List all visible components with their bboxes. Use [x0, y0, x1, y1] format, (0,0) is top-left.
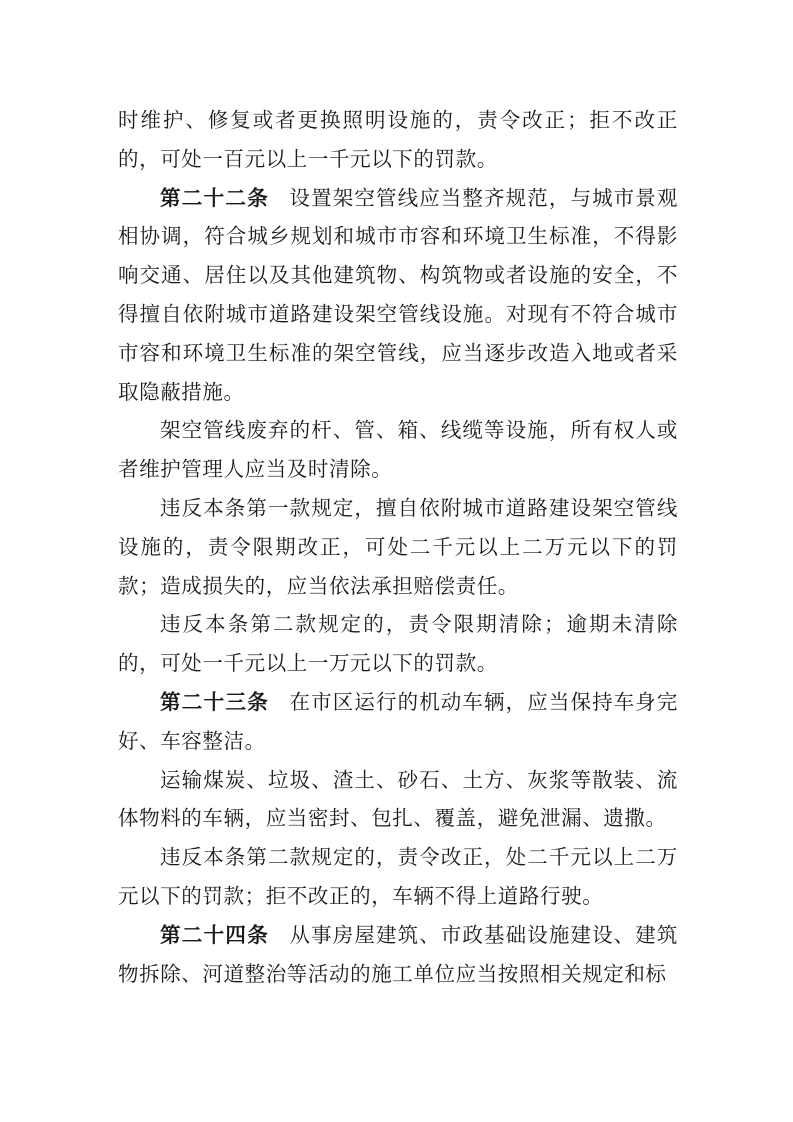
article-22-clause-2: [118, 411, 678, 489]
paragraph-text: 架空管线废弃的杆、管、箱、线缆等设施，所有权人或者维护管理人应当及时清除。: [118, 418, 678, 482]
paragraph-text: 违反本条第二款规定的，责令限期清除；逾期未清除的，可处一千元以上一万元以下的罚款。: [118, 612, 678, 676]
document-body: [118, 101, 678, 993]
article-23-clause-2: [118, 761, 678, 839]
paragraph-text: 违反本条第一款规定，擅自依附城市道路建设架空管线设施的，责令限期改正，可处二千元以上二万元以下的罚款；造成损失的，应当依法承担赔偿责任。: [118, 495, 678, 598]
paragraph-text: 在市区运行的机动车辆，应当保持车身完好、车容整洁。: [118, 689, 678, 753]
article-heading: 第二十四条: [160, 922, 270, 947]
paragraph-continuation: [118, 101, 678, 179]
paragraph-text: 时维护、修复或者更换照明设施的，责令改正；拒不改正的，可处一百元以上一千元以下的罚款。: [118, 108, 678, 171]
paragraph-text: 设置架空管线应当整齐规范，与城市景观相协调，符合城乡规划和城市市容和环境卫生标准，不得影响交通、居住以及其他建筑物、构筑物或者设施的安全，不得擅自依附城市道路建设架空管线设施。对现有不符合城市市容和环境卫生标准的架空管线，应当逐步改造入地或者采取隐蔽措施。: [118, 185, 678, 404]
article-22-clause-4: [118, 605, 678, 683]
article-24: [118, 916, 678, 994]
article-22-clause-3: [118, 489, 678, 605]
article-22: [118, 179, 678, 412]
article-23: [118, 683, 678, 761]
paragraph-text: 运输煤炭、垃圾、渣土、砂石、土方、灰浆等散装、流体物料的车辆，应当密封、包扎、覆盖，避免泄漏、遗撒。: [118, 767, 678, 831]
article-heading: 第二十三条: [160, 689, 270, 714]
article-23-clause-3: [118, 838, 678, 916]
article-heading: 第二十二条: [160, 185, 270, 210]
paragraph-text: 从事房屋建筑、市政基础设施建设、建筑物拆除、河道整治等活动的施工单位应当按照相关规定和标: [118, 922, 678, 986]
paragraph-text: 违反本条第二款规定的，责令改正，处二千元以上二万元以下的罚款；拒不改正的，车辆不得上道路行驶。: [118, 845, 678, 908]
